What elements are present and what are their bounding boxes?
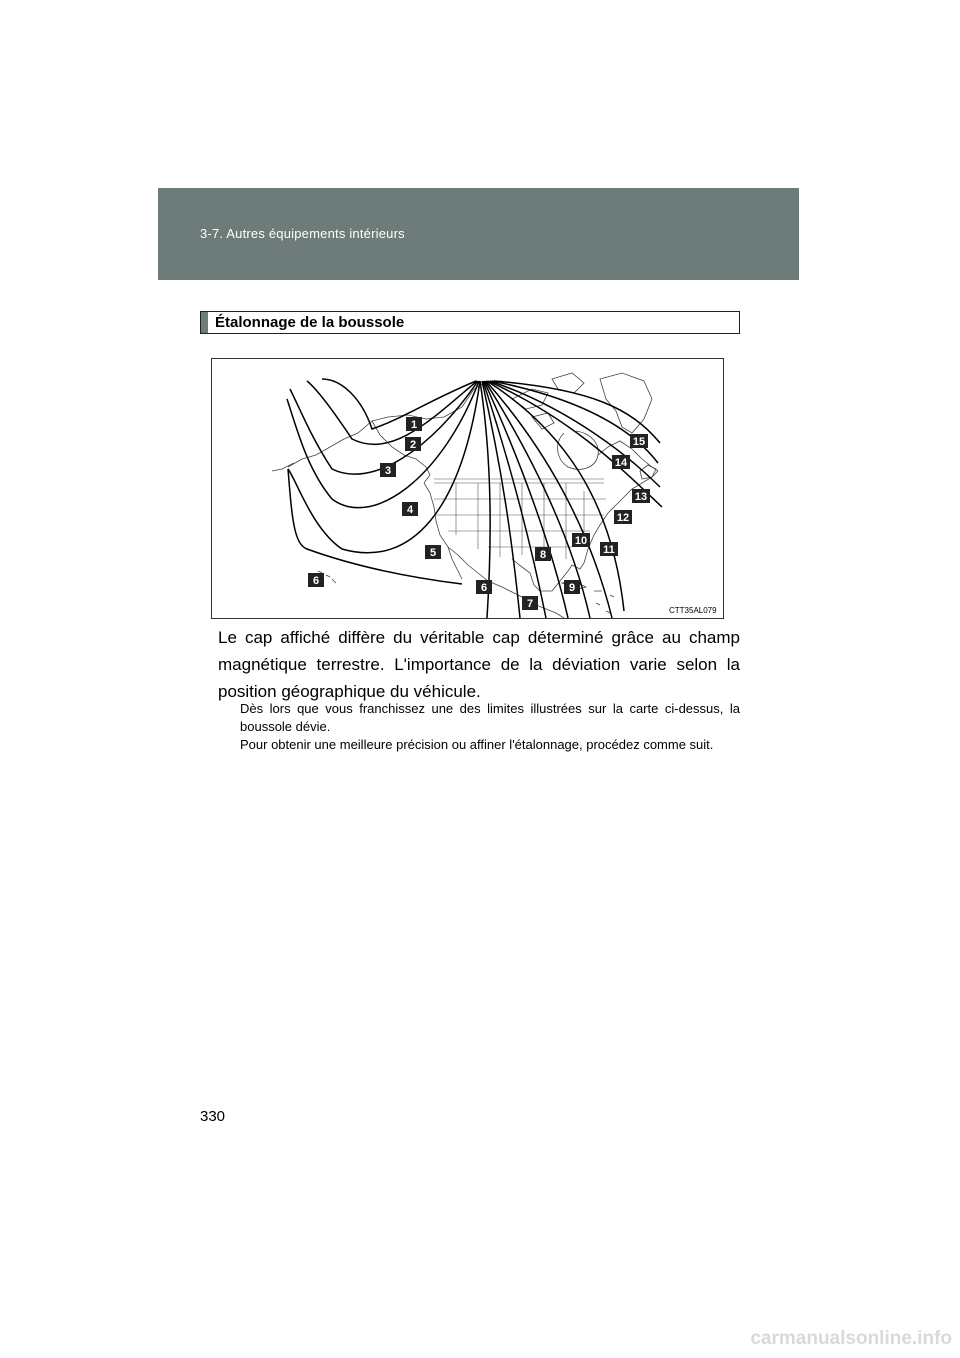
zone-map-svg (212, 359, 723, 618)
note-1: Dès lors que vous franchissez une des limites illustrées sur la carte ci-dessus, la boussole dévie. (240, 701, 740, 734)
zone-line-10 (484, 381, 568, 618)
section-heading (200, 311, 740, 334)
caribbean-islands (594, 591, 614, 613)
svg-text:3: 3 (384, 465, 392, 477)
svg-text:2: 2 (409, 439, 417, 451)
page-number: 330 (200, 1108, 226, 1125)
zone-label-7 (522, 596, 538, 610)
greenland (600, 373, 652, 433)
svg-text:8: 8 (539, 549, 547, 561)
zone-label-6-east (476, 580, 492, 594)
svg-text:1: 1 (410, 419, 418, 431)
baja-coast (448, 547, 462, 579)
svg-text:5: 5 (429, 547, 437, 559)
zone-line-1 (322, 379, 476, 429)
svg-text:13: 13 (634, 491, 648, 503)
west-coast (424, 483, 514, 593)
zone-label-15 (630, 434, 648, 448)
svg-text:4: 4 (406, 504, 414, 516)
zone-boundaries (287, 379, 662, 618)
zone-label-5 (425, 545, 441, 559)
zone-label-12 (614, 510, 632, 524)
body-paragraph: Le cap affiché diffère du véritable cap déterminé grâce au champ magnétique terrestre. L'importance de la déviation varie selon la position géographique du véhicule. (218, 628, 740, 701)
zone-label-13 (632, 489, 650, 503)
newfoundland (640, 465, 656, 479)
zone-label-9 (564, 580, 580, 594)
zone-label-1 (406, 417, 422, 431)
svg-text:9: 9 (568, 582, 576, 594)
zone-label-11 (600, 542, 618, 556)
zone-line-13 (487, 381, 624, 611)
watermark: carmanualsonline.info (750, 1328, 952, 1349)
note-block (240, 700, 740, 754)
section-title: Étalonnage de la boussole (215, 314, 405, 331)
svg-text:14: 14 (614, 457, 628, 469)
section-marker (201, 312, 208, 333)
svg-text:7: 7 (526, 598, 534, 610)
compass-zone-map (211, 358, 724, 619)
zone-label-2 (405, 437, 421, 451)
aleutian-tip (272, 463, 294, 471)
zone-label-10 (572, 533, 590, 547)
svg-text:6: 6 (480, 582, 488, 594)
svg-text:15: 15 (632, 436, 646, 448)
central-america-coast (514, 593, 564, 618)
svg-text:10: 10 (574, 535, 588, 547)
zone-label-6-west (308, 573, 324, 587)
zone-label-8 (535, 547, 551, 561)
zone-label-3 (380, 463, 396, 477)
svg-text:11: 11 (603, 544, 615, 556)
zone-label-4 (402, 502, 418, 516)
chapter-title: 3-7. Autres équipements intérieurs (200, 226, 405, 241)
zone-label-14 (612, 455, 630, 469)
zone-line-3 (290, 381, 478, 474)
svg-text:12: 12 (616, 512, 630, 524)
svg-text:6: 6 (312, 575, 320, 587)
zone-labels (308, 417, 650, 610)
figure-code: CTT35AL079 (669, 606, 717, 615)
note-2: Pour obtenir une meilleure précision ou affiner l'étalonnage, procédez comme suit. (240, 737, 714, 752)
zone-line-6 (288, 469, 462, 584)
